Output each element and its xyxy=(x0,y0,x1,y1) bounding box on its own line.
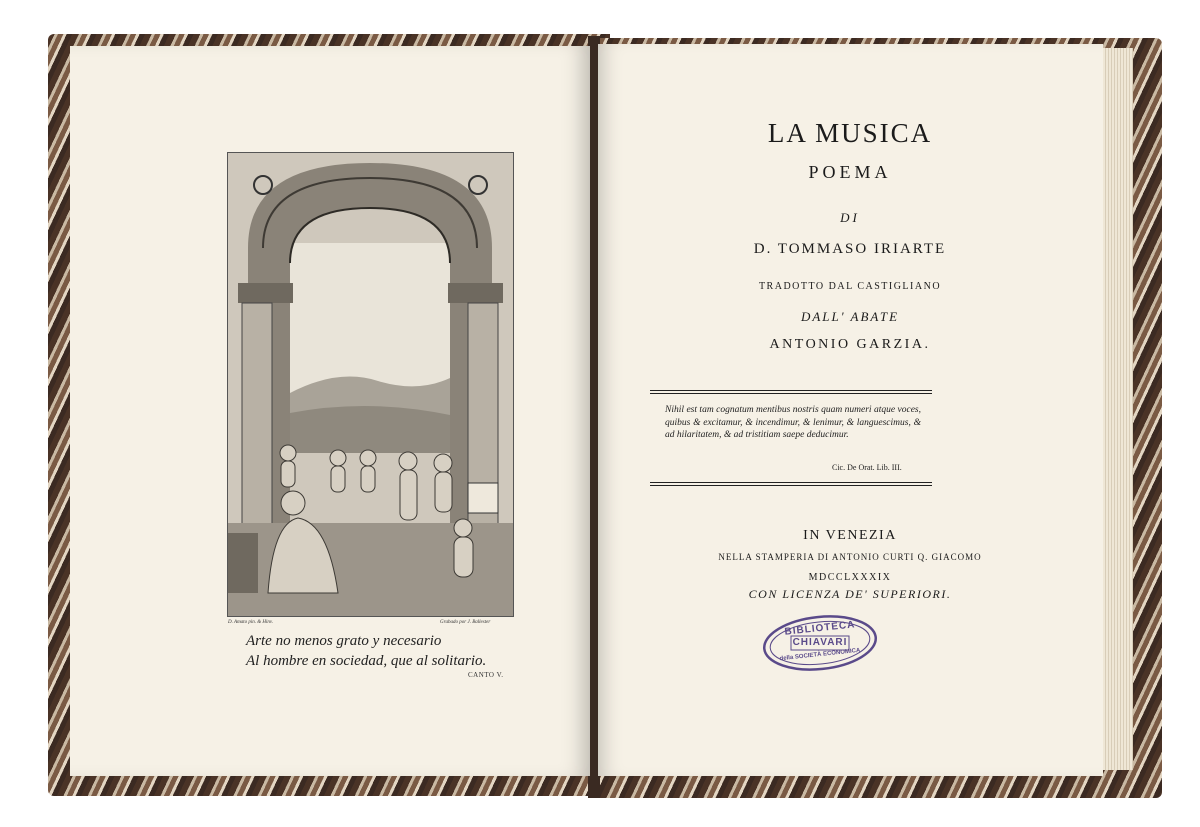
book-subtitle: POEMA xyxy=(808,162,892,182)
rule-bottom xyxy=(650,482,932,483)
caption-line-2: Al hombre en sociedad, que al solitario. xyxy=(246,653,487,669)
imprint-license: CON LICENZA DE' SUPERIORI. xyxy=(748,587,952,601)
caption-line-1: Arte no menos grato y necesario xyxy=(246,633,442,649)
stamp-bottom-text: della SOCIETÀ ECONOMICA xyxy=(779,647,861,663)
frontispiece-engraving xyxy=(227,152,514,617)
page-edges xyxy=(1103,48,1133,770)
caption-canto: CANTO V. xyxy=(468,671,504,679)
engraving-credit-right: Grabado por J. Ballester xyxy=(440,620,491,625)
rule-bottom-thin xyxy=(650,485,932,486)
imprint-printer: NELLA STAMPERIA DI ANTONIO CURTI Q. GIACOMO xyxy=(718,552,982,562)
rule-top xyxy=(650,390,932,391)
stamp-middle-text: CHIAVARI xyxy=(792,637,848,648)
epigraph: Nihil est tam cognatum mentibus nostris quam numeri atque voces, quibus & excitamur, & incendimur, & lenimur, & languescimus, & ad hilaritatem, & ad tristitiam saepe deducimur. xyxy=(665,405,921,440)
translated-note: TRADOTTO DAL CASTIGLIANO xyxy=(758,281,942,292)
epigraph-citation: Cic. De Orat. Lib. III. xyxy=(832,463,902,472)
translator-by-line: DALL' ABATE xyxy=(800,309,900,324)
imprint-place: IN VENEZIA xyxy=(803,528,897,543)
imprint-year: MDCCLXXXIX xyxy=(808,572,892,583)
rule-top-thin xyxy=(650,393,932,394)
author-name: D. TOMMASO IRIARTE xyxy=(753,241,947,257)
engraving-credit-left: D. Amato pin. & Hinv. xyxy=(228,620,273,625)
by-line: DI xyxy=(840,210,860,225)
book-title: LA MUSICA xyxy=(767,118,933,148)
translator-name: ANTONIO GARZIA. xyxy=(769,337,931,352)
library-stamp xyxy=(761,614,879,672)
stamp-top-text: BIBLIOTECA xyxy=(784,619,856,638)
